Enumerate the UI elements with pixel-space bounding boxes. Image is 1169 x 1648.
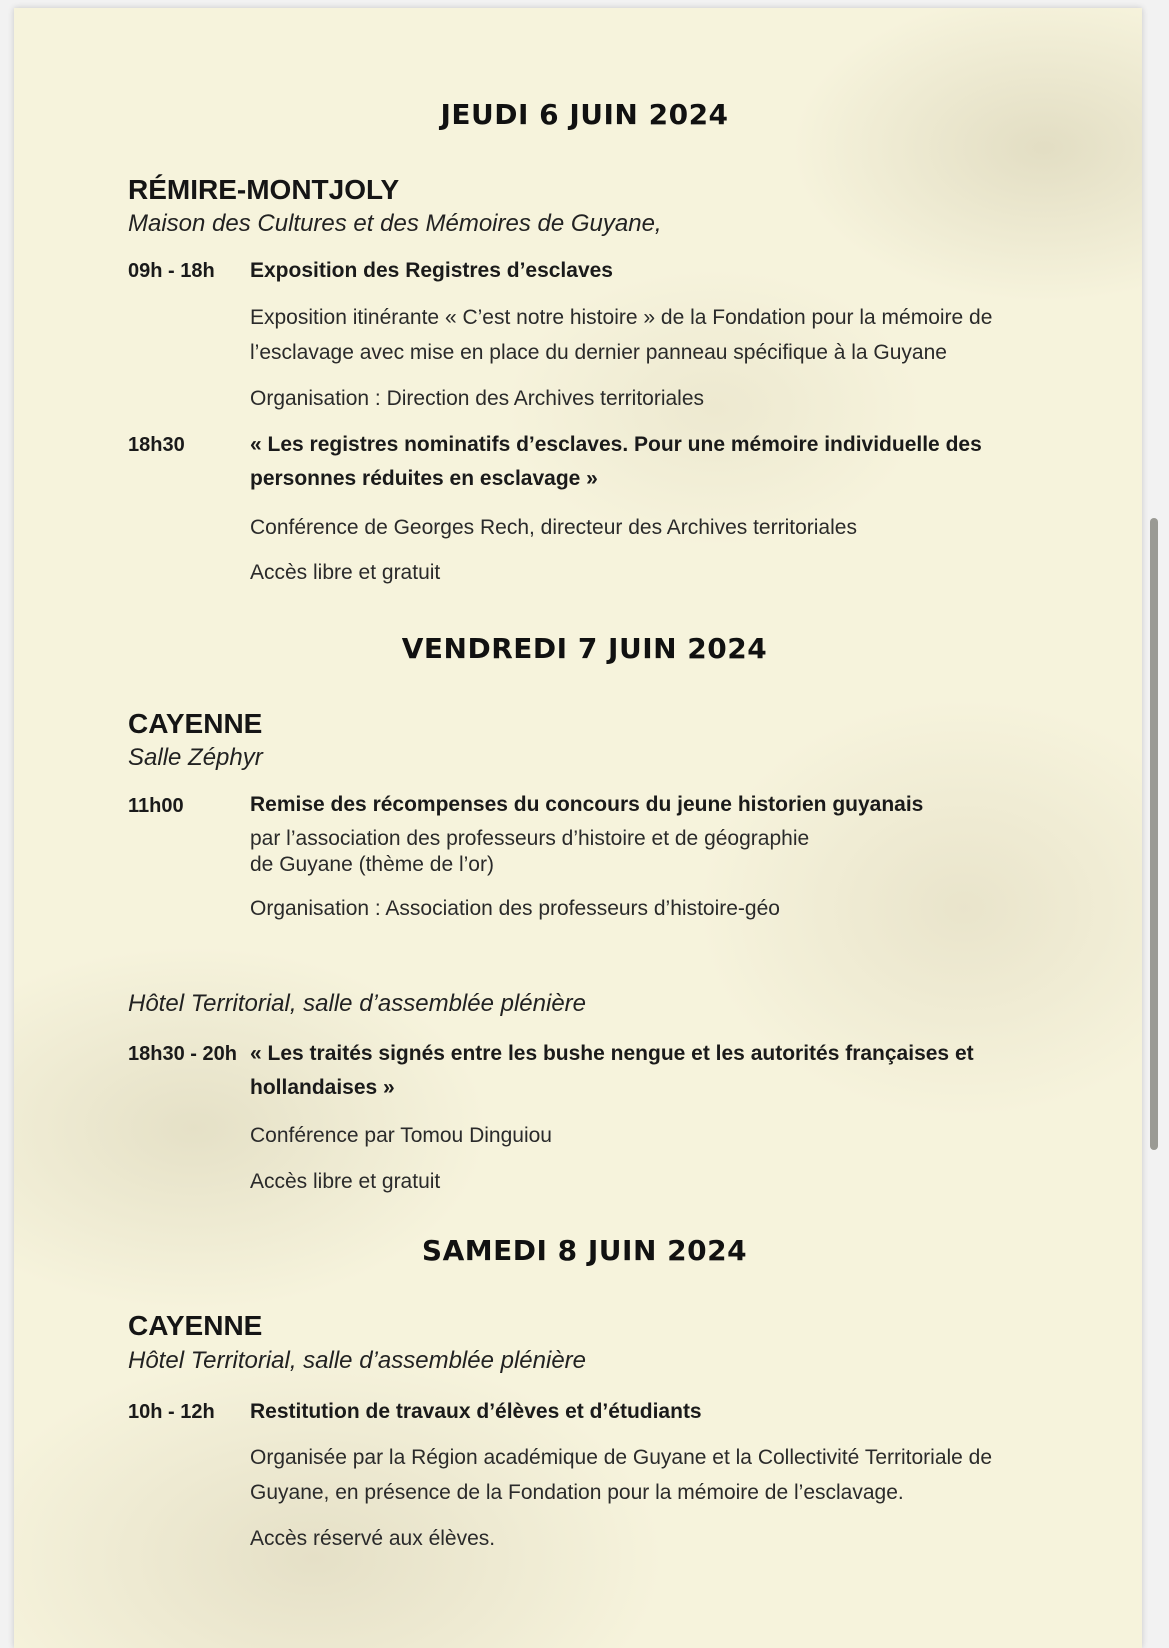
event-time: 10h - 12h [128, 1401, 215, 1423]
event-time: 11h00 [128, 795, 184, 817]
event-description: Conférence de Georges Rech, directeur des Archives territoriales [250, 516, 857, 539]
event-description-cont: de Guyane (thème de l’or) [250, 853, 494, 876]
event-title: Restitution de travaux d’élèves et d’étudiants [250, 1400, 702, 1423]
event-description: Exposition itinérante « C’est notre histoire » de la Fondation pour la mémoire de l’esclavage avec mise en place du dernier panneau spécifique à la Guyane [250, 306, 993, 364]
event-description: Organisée par la Région académique de Guyane et la Collectivité Territoriale de Guyane, en présence de la Fondation pour la mémoire de l’esclavage. [250, 1446, 993, 1504]
venue-maison-cultures: Maison des Cultures et des Mémoires de Guyane, [128, 210, 662, 237]
event-description: par l’association des professeurs d’histoire et de géographie [250, 827, 810, 850]
day-heading-thursday: JEUDI 6 JUIN 2024 [440, 98, 729, 131]
event-title: Remise des récompenses du concours du jeune historien guyanais [250, 793, 924, 816]
day-heading-saturday: SAMEDI 8 JUIN 2024 [421, 1234, 748, 1267]
venue-hotel-territorial: Hôtel Territorial, salle d’assemblée plénière [128, 1347, 587, 1374]
venue-salle-zephyr: Salle Zéphyr [128, 744, 263, 771]
scrollbar-thumb[interactable] [1150, 518, 1158, 1150]
event-title: Exposition des Registres d’esclaves [250, 259, 613, 282]
event-title: « Les traités signés entre les bushe nengue et les autorités françaises et hollandaises » [250, 1042, 974, 1099]
event-organisation: Organisation : Association des professeurs d’histoire-géo [250, 897, 780, 920]
event-access: Accès libre et gratuit [250, 1170, 441, 1193]
event-access: Accès réservé aux élèves. [250, 1527, 496, 1550]
venue-hotel-territorial: Hôtel Territorial, salle d’assemblée plénière [128, 990, 587, 1017]
event-time: 09h - 18h [128, 260, 215, 282]
event-time: 18h30 - 20h [128, 1043, 237, 1065]
event-title: « Les registres nominatifs d’esclaves. Pour une mémoire individuelle des personnes réduites en esclavage » [250, 433, 982, 490]
event-organisation: Organisation : Direction des Archives territoriales [250, 387, 705, 410]
event-description: Conférence par Tomou Dinguiou [250, 1124, 552, 1147]
day-heading-friday: VENDREDI 7 JUIN 2024 [401, 632, 768, 665]
city-cayenne: CAYENNE [128, 708, 263, 739]
event-access: Accès libre et gratuit [250, 561, 441, 584]
event-time: 18h30 [128, 434, 185, 456]
city-remire-montjoly: RÉMIRE-MONTJOLY [128, 174, 400, 205]
city-cayenne: CAYENNE [128, 1310, 263, 1341]
